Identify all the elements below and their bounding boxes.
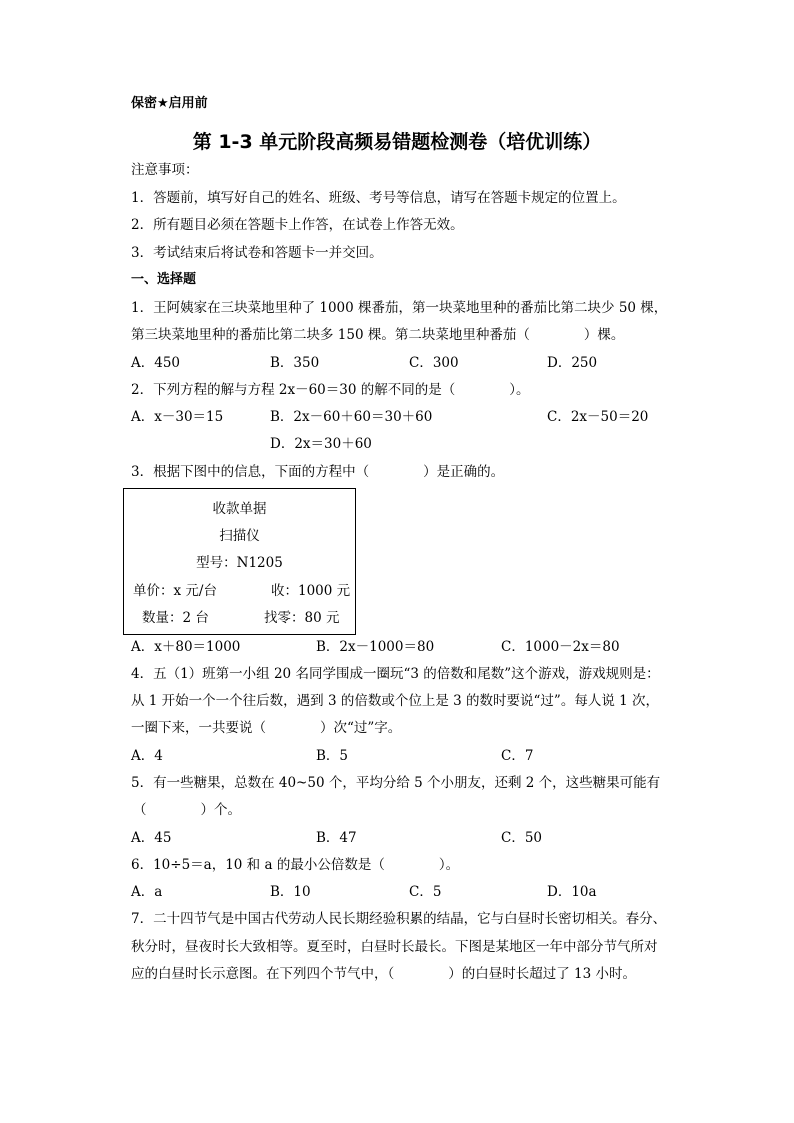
question-3-line: 3．根据下图中的信息，下面的方程中（ ）是正确的。 xyxy=(131,464,505,480)
question-4-line: 一圈下来，一共要说（ ）次“过”字。 xyxy=(131,720,402,736)
question-6-option-d[interactable]: D．10a xyxy=(547,884,597,900)
question-2-option-b[interactable]: B．2x－60＋60＝30＋60 xyxy=(270,409,433,425)
receipt-price: 单价：x 元/台 xyxy=(133,583,217,599)
question-2-option-d[interactable]: D．2x＝30＋60 xyxy=(270,436,372,452)
receipt-received: 收：1000 元 xyxy=(271,583,351,599)
question-5-line: （ ）个。 xyxy=(133,802,241,818)
question-6-line: 6．10÷5＝a，10 和 a 的最小公倍数是（ ）。 xyxy=(131,857,460,873)
receipt-title: 收款单据 xyxy=(212,501,267,517)
question-6-option-b[interactable]: B．10 xyxy=(270,884,311,900)
receipt-change: 找零：80 元 xyxy=(264,610,340,626)
note-item: 2．所有题目必须在答题卡上作答，在试卷上作答无效。 xyxy=(131,217,464,233)
question-1-line: 1．王阿姨家在三块菜地里种了 1000 棵番茄，第一块菜地里种的番茄比第二块少 50 棵， xyxy=(131,300,668,316)
receipt-quantity: 数量：2 台 xyxy=(142,610,209,626)
note-item: 3．考试结束后将试卷和答题卡一并交回。 xyxy=(131,245,383,261)
question-3-option-c[interactable]: C．1000－2x＝80 xyxy=(501,639,620,655)
question-5-option-b[interactable]: B．47 xyxy=(316,830,357,846)
notes-heading: 注意事项： xyxy=(131,162,199,178)
confidential-label: 保密★启用前 xyxy=(131,96,208,111)
note-item: 1．答题前，填写好自己的姓名、班级、考号等信息，请写在答题卡规定的位置上。 xyxy=(131,190,626,206)
question-5-option-a[interactable]: A．45 xyxy=(131,830,172,846)
question-6-option-c[interactable]: C．5 xyxy=(409,884,442,900)
question-4-line: 4．五（1）班第一小组 20 名同学围成一圈玩“3 的倍数和尾数”这个游戏，游戏规则是： xyxy=(131,666,660,682)
receipt-box xyxy=(123,488,356,635)
question-4-option-a[interactable]: A．4 xyxy=(131,748,163,764)
receipt-item: 扫描仪 xyxy=(219,528,260,544)
question-4-option-b[interactable]: B．5 xyxy=(316,748,349,764)
question-3-option-b[interactable]: B．2x－1000＝80 xyxy=(316,639,435,655)
receipt-model: 型号：N1205 xyxy=(196,555,283,571)
page-title: 第 1-3 单元阶段高频易错题检测卷（培优训练） xyxy=(192,131,602,153)
question-7-line: 7．二十四节气是中国古代劳动人民长期经验积累的结晶，它与白昼时长密切相关。春分、 xyxy=(131,911,667,927)
question-1-option-d[interactable]: D．250 xyxy=(547,355,598,371)
question-1-option-a[interactable]: A．450 xyxy=(131,355,181,371)
question-2-line: 2．下列方程的解与方程 2x－60＝30 的解不同的是（ ）。 xyxy=(131,382,530,398)
question-2-option-a[interactable]: A．x－30＝15 xyxy=(131,409,224,425)
question-4-line: 从 1 开始一个一个往后数，遇到 3 的倍数或个位上是 3 的数时要说“过”。每人说 1 次， xyxy=(131,693,659,709)
question-5-option-c[interactable]: C．50 xyxy=(501,830,543,846)
question-5-line: 5．有一些糖果，总数在 40~50 个，平均分给 5 个小朋友，还剩 2 个，这些糖果可能有 xyxy=(131,775,661,791)
question-3-option-a[interactable]: A．x＋80＝1000 xyxy=(131,639,241,655)
question-6-option-a[interactable]: A．a xyxy=(131,884,163,900)
question-2-option-c[interactable]: C．2x－50＝20 xyxy=(547,409,649,425)
question-1-option-c[interactable]: C．300 xyxy=(409,355,459,371)
question-7-line: 应的白昼时长示意图。在下列四个节气中，（ ）的白昼时长超过了 13 小时。 xyxy=(131,966,637,982)
question-7-line: 秋分时，昼夜时长大致相等。夏至时，白昼时长最长。下图是某地区一年中部分节气所对 xyxy=(131,939,658,955)
question-4-option-c[interactable]: C．7 xyxy=(501,748,534,764)
question-1-option-b[interactable]: B．350 xyxy=(270,355,320,371)
question-1-line: 第三块菜地里种的番茄比第二块多 150 棵。第二块菜地里种番茄（ ）棵。 xyxy=(131,327,625,343)
section-heading: 一、选择题 xyxy=(131,272,197,287)
